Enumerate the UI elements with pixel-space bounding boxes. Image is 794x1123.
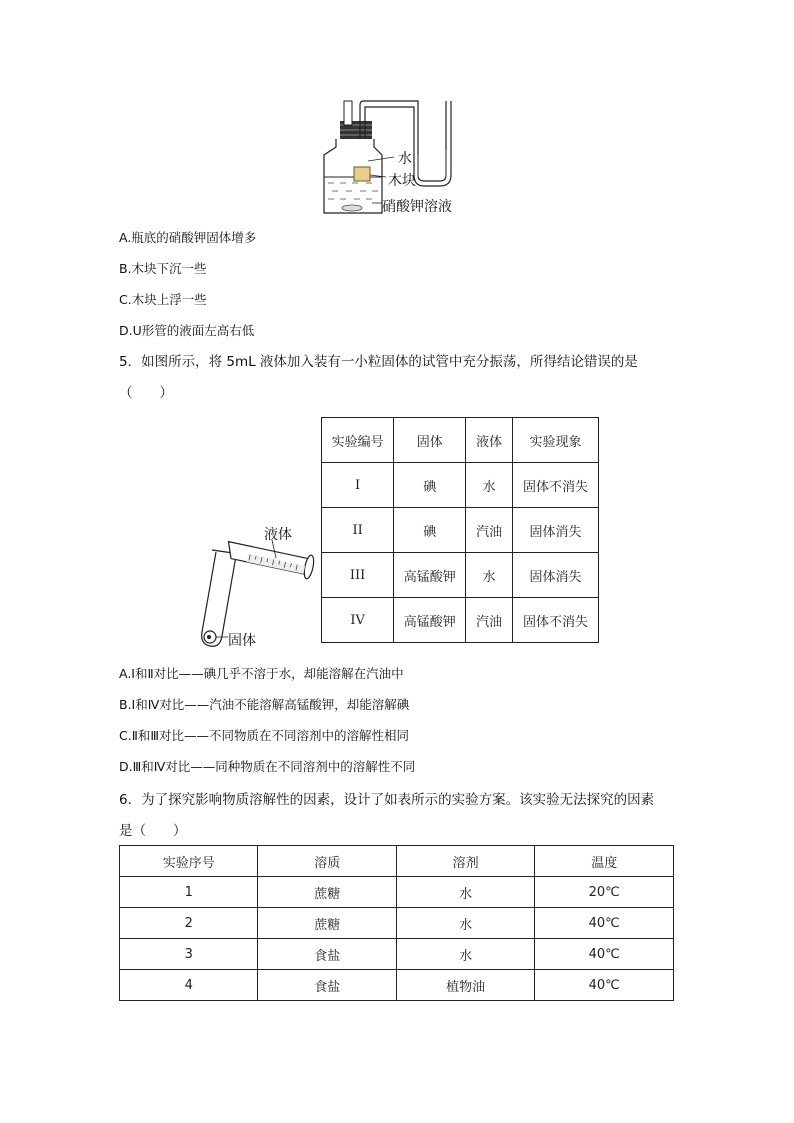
q4-option-d: D.U形管的液面左高右低: [119, 323, 255, 338]
table-cell: 水: [466, 463, 513, 508]
bottle: [324, 139, 382, 213]
wood-block: [354, 167, 370, 181]
table-row: [322, 598, 599, 643]
table-row: [120, 970, 674, 1001]
table-row: [120, 939, 674, 970]
table-row: [120, 908, 674, 939]
q4-option-a: A.瓶底的硝酸钾固体增多: [119, 230, 257, 245]
table-row: [322, 508, 599, 553]
q5-option-a: A.Ⅰ和Ⅱ对比——碘几乎不溶于水，却能溶解在汽油中: [119, 666, 404, 681]
label-solution: 硝酸钾溶液: [382, 199, 452, 215]
label-liquid: 液体: [264, 527, 292, 543]
table-cell: 汽油: [466, 598, 513, 643]
table-cell: 汽油: [466, 508, 513, 553]
table-cell: 高锰酸钾: [394, 598, 466, 643]
q5-option-c: C.Ⅱ和Ⅲ对比——不同物质在不同溶剂中的溶解性相同: [119, 728, 409, 743]
table-header-cell: 液体: [466, 418, 513, 463]
table-header-cell: 固体: [394, 418, 466, 463]
table-cell: 2: [120, 908, 258, 939]
table-cell: 固体消失: [512, 553, 598, 598]
q5-option-b: B.Ⅰ和Ⅳ对比——汽油不能溶解高锰酸钾，却能溶解碘: [119, 697, 410, 712]
table-header-cell: 实验现象: [512, 418, 598, 463]
table-header-row: [322, 418, 599, 463]
table-cell: 20℃: [535, 877, 674, 908]
table-cell: 碘: [394, 508, 466, 553]
table-cell: 40℃: [535, 908, 674, 939]
table-header-cell: 溶剂: [396, 846, 534, 877]
table-cell: 4: [120, 970, 258, 1001]
table-cell: II: [322, 508, 394, 553]
table-cell: 固体不消失: [512, 598, 598, 643]
q5-stem-line2: （ ）: [119, 385, 173, 401]
table-cell: 3: [120, 939, 258, 970]
table-header-row: [120, 846, 674, 877]
table-cell: 水: [466, 553, 513, 598]
table-cell: IV: [322, 598, 394, 643]
table-header-cell: 实验序号: [120, 846, 258, 877]
table-cell: 蔗糖: [258, 877, 396, 908]
table-cell: 固体不消失: [512, 463, 598, 508]
table-cell: I: [322, 463, 394, 508]
table-cell: 40℃: [535, 970, 674, 1001]
table-cell: 食盐: [258, 939, 396, 970]
label-water: 水: [398, 151, 412, 167]
table-row: [120, 877, 674, 908]
table-header-cell: 溶质: [258, 846, 396, 877]
table-cell: 水: [396, 877, 534, 908]
table-header-cell: 温度: [535, 846, 674, 877]
table-cell: 水: [396, 939, 534, 970]
table-header-cell: 实验编号: [322, 418, 394, 463]
q6-stem-line2: 是（ ）: [119, 823, 187, 839]
table-cell: 1: [120, 877, 258, 908]
table-cell: 40℃: [535, 939, 674, 970]
label-wood: 木块: [388, 173, 416, 189]
q4-option-b: B.木块下沉一些: [119, 261, 207, 276]
table-cell: 植物油: [396, 970, 534, 1001]
table-row: [322, 553, 599, 598]
table-cell: 蔗糖: [258, 908, 396, 939]
table-cell: 水: [396, 908, 534, 939]
q6-table: [119, 845, 674, 1001]
q5-option-d: D.Ⅲ和Ⅳ对比——同种物质在不同溶剂中的溶解性不同: [119, 759, 416, 774]
q5-stem-line1: 5．如图所示，将 5mL 液体加入装有一小粒固体的试管中充分振荡，所得结论错误的是: [119, 354, 638, 370]
q4-option-c: C.木块上浮一些: [119, 292, 207, 307]
label-solid: 固体: [228, 633, 256, 649]
table-row: [322, 463, 599, 508]
table-cell: III: [322, 553, 394, 598]
table-cell: 碘: [394, 463, 466, 508]
table-cell: 食盐: [258, 970, 396, 1001]
table-cell: 高锰酸钾: [394, 553, 466, 598]
table-cell: 固体消失: [512, 508, 598, 553]
q6-stem-line1: 6．为了探究影响物质溶解性的因素，设计了如表所示的实验方案。该实验无法探究的因素: [119, 792, 655, 808]
q5-table: [321, 417, 599, 643]
